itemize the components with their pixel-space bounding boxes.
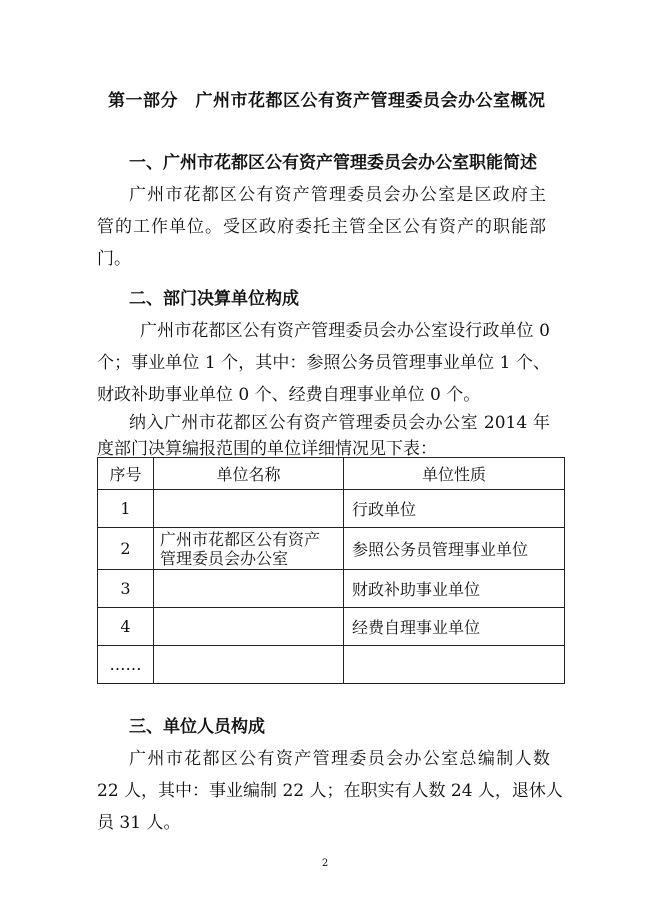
section-1-heading: 一、广州市花都区公有资产管理委员会办公室职能简述 xyxy=(129,153,537,173)
row-unit-type: 参照公务员管理事业单位 xyxy=(344,528,565,570)
row-unit-name xyxy=(154,528,344,570)
row-index: 1 xyxy=(98,490,154,528)
table-row xyxy=(98,570,565,608)
section-3-line-3: 员 31 人。 xyxy=(97,813,181,833)
row-index: 4 xyxy=(98,608,154,646)
section-2-line-3: 财政补助事业单位 0 个、经费自理事业单位 0 个。 xyxy=(97,385,481,405)
row-unit-type: 行政单位 xyxy=(344,490,565,528)
row-unit-name xyxy=(154,608,344,646)
section-3-line-2: 22 人，其中：事业编制 22 人；在职实有人数 24 人，退休人 xyxy=(97,781,563,801)
header-unit-name: 单位名称 xyxy=(154,458,344,490)
row-unit-name xyxy=(154,646,344,684)
row-index: 3 xyxy=(98,570,154,608)
row-unit-type: 财政补助事业单位 xyxy=(344,570,565,608)
unit-name-line-2: 管理委员会办公室 xyxy=(160,548,289,568)
header-index: 序号 xyxy=(98,458,154,490)
section-1-line-3: 门。 xyxy=(97,249,131,269)
row-unit-name xyxy=(154,490,344,528)
row-unit-name xyxy=(154,570,344,608)
section-1-line-2: 管的工作单位。受区政府委托主管全区公有资产的职能部 xyxy=(97,217,546,237)
table-row xyxy=(98,490,565,528)
unit-name-line-1: 广州市花都区公有资产 xyxy=(160,529,321,549)
section-2-line-2: 个；事业单位 1 个，其中：参照公务员管理事业单位 1 个、 xyxy=(97,353,550,373)
section-3-heading: 三、单位人员构成 xyxy=(129,717,265,737)
row-index: …… xyxy=(98,646,154,684)
unit-table xyxy=(97,457,565,684)
section-2-heading: 二、部门决算单位构成 xyxy=(129,289,299,309)
page-title: 第一部分 广州市花都区公有资产管理委员会办公室概况 xyxy=(108,91,546,111)
table-row xyxy=(98,646,565,684)
page-number: 2 xyxy=(321,858,329,869)
row-unit-type: 经费自理事业单位 xyxy=(344,608,565,646)
section-2-line-1: 广州市花都区公有资产管理委员会办公室设行政单位 0 xyxy=(140,321,550,341)
row-unit-type xyxy=(344,646,565,684)
table-row xyxy=(98,528,565,570)
row-index: 2 xyxy=(98,528,154,570)
table-header-row xyxy=(98,458,565,490)
section-2-line-4: 纳入广州市花都区公有资产管理委员会办公室 2014 年 xyxy=(129,413,550,433)
header-unit-type: 单位性质 xyxy=(344,458,565,490)
section-1-line-1: 广州市花都区公有资产管理委员会办公室是区政府主 xyxy=(129,185,546,205)
section-3-line-1: 广州市花都区公有资产管理委员会办公室总编制人数 xyxy=(129,749,550,769)
section-2-line-5: 度部门决算编报范围的单位详细情况见下表： xyxy=(97,439,437,459)
table-row xyxy=(98,608,565,646)
